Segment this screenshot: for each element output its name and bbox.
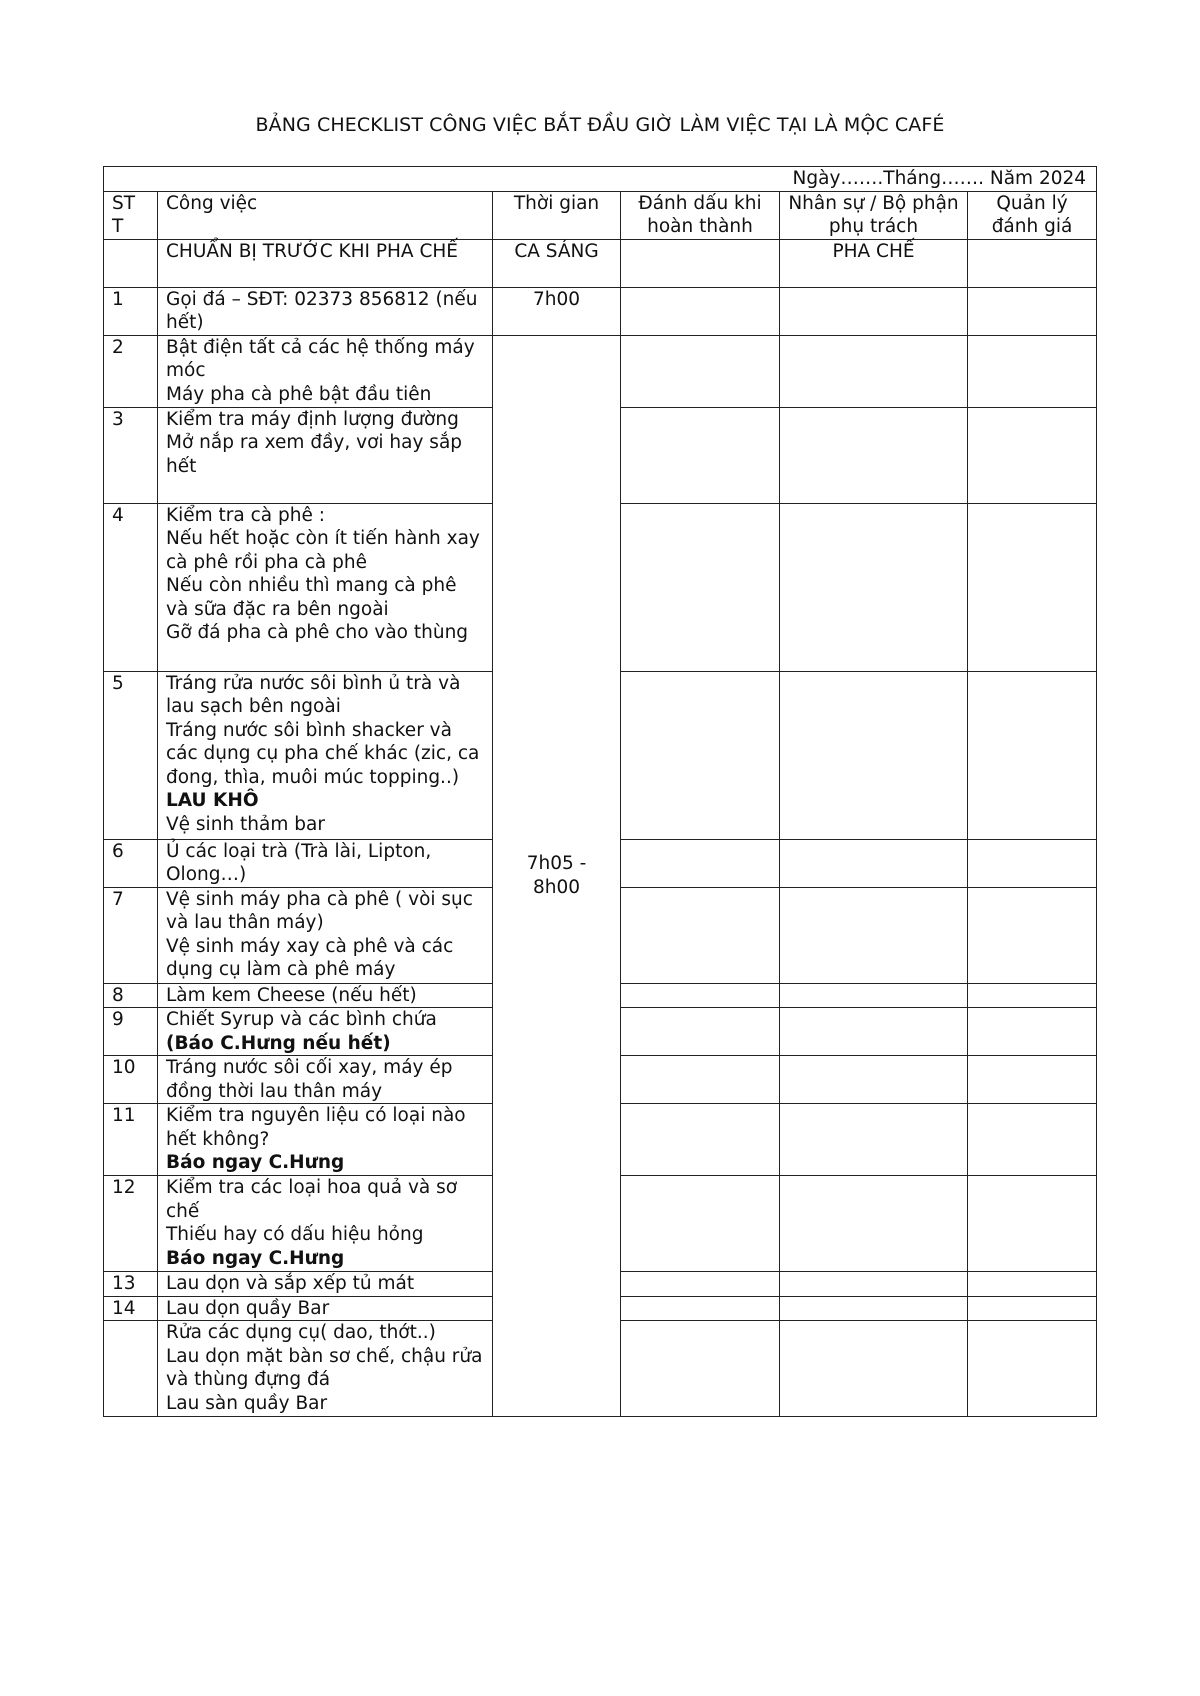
row-stt: 11 xyxy=(104,1104,158,1176)
task-line-text: Tráng nước sôi bình shacker và các dụng cụ pha chế khác (zic, ca đong, thìa, muôi múc topping..) xyxy=(166,719,480,788)
row-staff xyxy=(780,1008,968,1056)
task-line-text: Vệ sinh thảm bar xyxy=(166,813,325,835)
row-done xyxy=(621,407,780,503)
task-line-text: Gọi đá – SĐT: 02373 856812 (nếu hết) xyxy=(166,288,478,333)
task-line-text: Kiểm tra nguyên liệu có loại nào hết không? xyxy=(166,1105,466,1150)
row-stt: 12 xyxy=(104,1176,158,1272)
row-task xyxy=(158,1008,493,1056)
row-done xyxy=(621,1296,780,1321)
row-stt: 7 xyxy=(104,887,158,983)
row-stt: 3 xyxy=(104,407,158,503)
row-review xyxy=(968,1104,1097,1176)
section-task: CHUẨN BỊ TRƯỚC KHI PHA CHẾ xyxy=(158,239,493,287)
row-review xyxy=(968,335,1097,407)
date-row xyxy=(104,167,1097,192)
task-line-text: Vệ sinh máy pha cà phê ( vòi sục và lau thân máy) xyxy=(166,888,473,933)
row-staff xyxy=(780,983,968,1008)
task-line-text: Tráng nước sôi cối xay, máy ép đồng thời lau thân máy xyxy=(166,1057,453,1102)
task-line-text: Chiết Syrup và các bình chứa xyxy=(166,1009,437,1030)
task-line-text: Mở nắp ra xem đầy, vơi hay sắp hết xyxy=(166,432,463,477)
row-staff xyxy=(780,1321,968,1417)
task-line xyxy=(166,935,484,982)
task-line-text: Bật điện tất cả các hệ thống máy móc xyxy=(166,336,475,381)
row-review xyxy=(968,503,1097,671)
header-staff: Nhân sự / Bộ phận phụ trách xyxy=(780,191,968,239)
task-line xyxy=(166,1056,484,1103)
row-done xyxy=(621,839,780,887)
row-done xyxy=(621,335,780,407)
merged-time: 7h05 - 8h00 xyxy=(493,335,621,1417)
row-stt: 1 xyxy=(104,287,158,335)
row-stt: 6 xyxy=(104,839,158,887)
section-staff: PHA CHẾ xyxy=(780,239,968,287)
section-time: CA SÁNG xyxy=(493,239,621,287)
task-line-text: Máy pha cà phê bật đầu tiên xyxy=(166,383,432,405)
row-task xyxy=(158,839,493,887)
row-staff xyxy=(780,503,968,671)
row-stt: 10 xyxy=(104,1056,158,1104)
table-row xyxy=(104,335,1097,407)
task-line xyxy=(166,574,484,621)
row-staff xyxy=(780,1176,968,1272)
row-stt: 9 xyxy=(104,1008,158,1056)
row-review xyxy=(968,1272,1097,1297)
row-stt: 13 xyxy=(104,1272,158,1297)
row-done xyxy=(621,983,780,1008)
header-row xyxy=(104,191,1097,239)
row-done xyxy=(621,1321,780,1417)
task-line xyxy=(166,1392,484,1416)
row-review xyxy=(968,1008,1097,1056)
task-line xyxy=(166,888,484,935)
task-line xyxy=(166,408,484,432)
row-task xyxy=(158,287,493,335)
row-review xyxy=(968,1296,1097,1321)
section-row xyxy=(104,239,1097,287)
row-staff xyxy=(780,1056,968,1104)
row-task xyxy=(158,1296,493,1321)
row-done xyxy=(621,1272,780,1297)
row-review xyxy=(968,1176,1097,1272)
task-bold-suffix: LAU KHÔ xyxy=(166,790,259,811)
task-line-text: Nếu còn nhiều thì mang cà phê và sữa đặc ra bên ngoài xyxy=(166,575,457,620)
task-line xyxy=(166,1272,484,1296)
row-review xyxy=(968,1321,1097,1417)
task-line xyxy=(166,1321,484,1345)
task-line xyxy=(166,288,484,335)
row-done xyxy=(621,287,780,335)
task-line-text: Kiểm tra máy định lượng đường xyxy=(166,408,459,430)
task-line xyxy=(166,1223,484,1247)
row-done xyxy=(621,887,780,983)
checklist-table xyxy=(103,166,1097,1417)
row-staff xyxy=(780,1272,968,1297)
task-line xyxy=(166,1008,484,1032)
row-task xyxy=(158,1176,493,1272)
row-stt: 8 xyxy=(104,983,158,1008)
header-time: Thời gian xyxy=(493,191,621,239)
task-line xyxy=(166,1345,484,1392)
row-stt: 5 xyxy=(104,671,158,839)
task-line-text: Lau dọn mặt bàn sơ chế, chậu rửa và thùng đựng đá xyxy=(166,1345,483,1390)
row-done xyxy=(621,1008,780,1056)
task-line-text: Rửa các dụng cụ( dao, thớt..) xyxy=(166,1322,436,1343)
task-line xyxy=(166,336,484,383)
table-row xyxy=(104,287,1097,335)
row-task xyxy=(158,1272,493,1297)
row-review xyxy=(968,839,1097,887)
task-line-text: Lau dọn quầy Bar xyxy=(166,1297,330,1319)
task-bold-line: (Báo C.Hưng nếu hết) xyxy=(166,1032,391,1054)
row-task xyxy=(158,671,493,839)
row-staff xyxy=(780,1104,968,1176)
task-line xyxy=(166,621,484,645)
row-review xyxy=(968,407,1097,503)
task-bold-line: Báo ngay C.Hưng xyxy=(166,1247,345,1269)
row-review xyxy=(968,1056,1097,1104)
task-line-text: Thiếu hay có dấu hiệu hỏng xyxy=(166,1224,424,1245)
task-line xyxy=(166,431,484,478)
row-stt xyxy=(104,1321,158,1417)
row-staff xyxy=(780,839,968,887)
header-done: Đánh dấu khi hoàn thành xyxy=(621,191,780,239)
header-task: Công việc xyxy=(158,191,493,239)
row-staff xyxy=(780,335,968,407)
task-line xyxy=(166,1176,484,1223)
row-task xyxy=(158,503,493,671)
task-line-text: Nếu hết hoặc còn ít tiến hành xay cà phê rồi pha cà phê xyxy=(166,528,480,573)
row-task xyxy=(158,983,493,1008)
row-review xyxy=(968,287,1097,335)
row-task xyxy=(158,887,493,983)
row-done xyxy=(621,1104,780,1176)
task-line-text: Kiểm tra cà phê : xyxy=(166,504,325,526)
row-done xyxy=(621,503,780,671)
row-staff xyxy=(780,287,968,335)
task-line-text: Lau sàn quầy Bar xyxy=(166,1392,328,1414)
task-bold-line: Báo ngay C.Hưng xyxy=(166,1152,345,1173)
row-staff xyxy=(780,671,968,839)
task-line-text: Kiểm tra các loại hoa quả và sơ chế xyxy=(166,1177,458,1222)
row-staff xyxy=(780,1296,968,1321)
task-line-text: Lau dọn và sắp xếp tủ mát xyxy=(166,1273,415,1294)
row-task xyxy=(158,335,493,407)
task-line-text: Gỡ đá pha cà phê cho vào thùng xyxy=(166,622,469,643)
date-line: Ngày…….Tháng……. Năm 2024 xyxy=(104,167,1097,192)
task-line-text: Ủ các loại trà (Trà lài, Lipton, Olong…) xyxy=(166,840,432,885)
task-line xyxy=(166,1104,484,1151)
row-review xyxy=(968,671,1097,839)
section-stt xyxy=(104,239,158,287)
row-review xyxy=(968,887,1097,983)
row-stt: 4 xyxy=(104,503,158,671)
header-stt: ST T xyxy=(104,191,158,239)
header-review: Quản lý đánh giá xyxy=(968,191,1097,239)
task-line-text: Tráng rửa nước sôi bình ủ trà và lau sạch bên ngoài xyxy=(166,672,461,717)
section-done xyxy=(621,239,780,287)
row-stt: 2 xyxy=(104,335,158,407)
task-line xyxy=(166,504,484,528)
task-line xyxy=(166,813,484,837)
row-staff xyxy=(780,407,968,503)
row-task xyxy=(158,1104,493,1176)
task-line xyxy=(166,840,484,887)
task-line-text: Vệ sinh máy xay cà phê và các dụng cụ làm cà phê máy xyxy=(166,935,454,980)
section-review xyxy=(968,239,1097,287)
row-stt: 14 xyxy=(104,1296,158,1321)
task-line xyxy=(166,383,484,407)
task-line-text: Làm kem Cheese (nếu hết) xyxy=(166,984,417,1006)
row-task xyxy=(158,1321,493,1417)
row-review xyxy=(968,983,1097,1008)
row-task xyxy=(158,407,493,503)
task-line xyxy=(166,672,484,719)
row-task xyxy=(158,1056,493,1104)
task-line xyxy=(166,527,484,574)
task-line xyxy=(166,1297,484,1321)
row-time: 7h00 xyxy=(493,287,621,335)
task-line xyxy=(166,984,484,1008)
row-staff xyxy=(780,887,968,983)
row-done xyxy=(621,671,780,839)
page-title: BẢNG CHECKLIST CÔNG VIỆC BẮT ĐẦU GIỜ LÀM VIỆC TẠI LÀ MỘC CAFÉ xyxy=(255,114,945,136)
row-done xyxy=(621,1176,780,1272)
task-line xyxy=(166,719,484,813)
row-done xyxy=(621,1056,780,1104)
